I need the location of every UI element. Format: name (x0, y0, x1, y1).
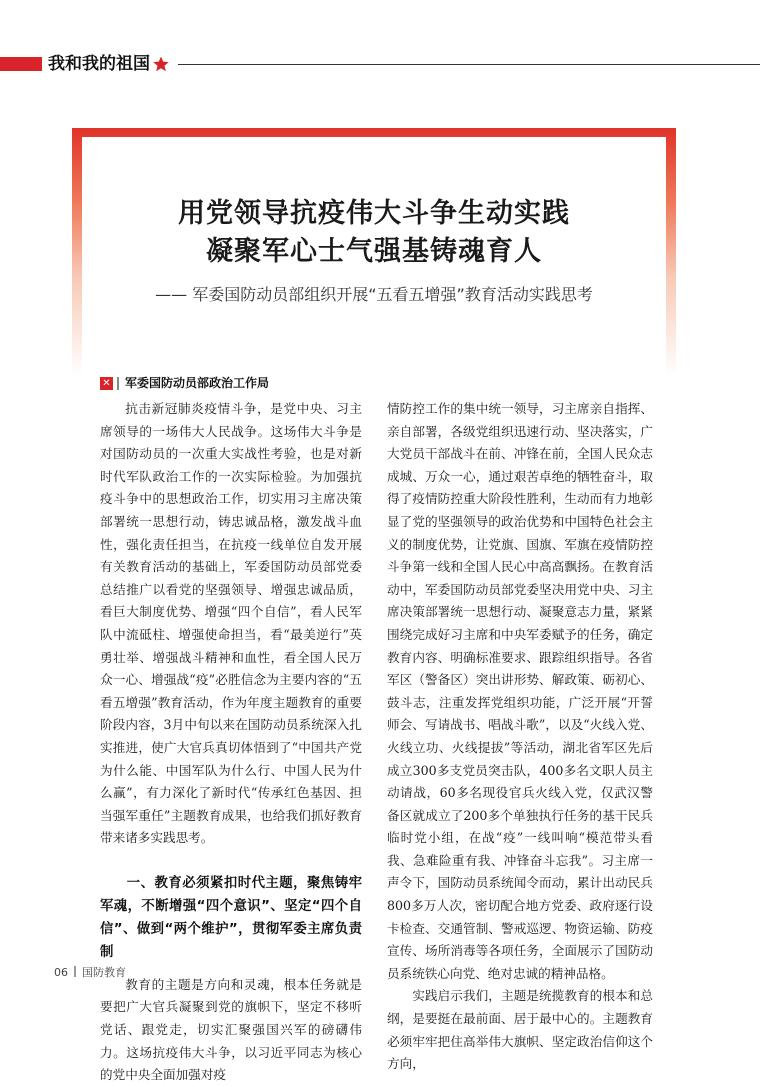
page-number: 06 (54, 966, 68, 979)
star-icon (152, 55, 170, 73)
right-column (387, 398, 653, 1076)
author-byline: 军委国防动员部政治工作局 (125, 376, 270, 390)
author-separator (117, 377, 119, 390)
author-mark-icon: ✕ (100, 377, 113, 390)
header-accent-bar (0, 57, 42, 71)
footer-separator (74, 966, 76, 977)
paragraph: 抗击新冠肺炎疫情斗争，是党中央、习主席领导的一场伟大人民战争。这场伟大斗争是对国防动员的一次重大实战性考验，也是对新时代军队政治工作的一次实际检验。为加强抗疫斗争中的思想政治工作，切实用习主席决策部署统一思想行动，铸忠诚品格，激发战斗血性，强化责任担当，在抗疫一线单位自发开展有关教育活动的基础上，军委国防动员部党委总结推广以看党的坚强领导、增强忠诚品质，看巨大制度优势、增强“四个自信”，看人民军队中流砥柱、增强使命担当，看“最美逆行”英勇壮举、增强战斗精神和血性，看全国人民万众一心、增强战“疫”必胜信念为主要内容的“五看五增强”教育活动，作为年度主题教育的重要阶段内容，3月中旬以来在国防动员系统深入扎实推进，使广大官兵真切体悟到了“中国共产党为什么能、中国军队为什么行、中国人民为什么赢”，有力深化了新时代“传承红色基因、担当强军重任”主题教育成果，也给我们抓好教育带来诸多实践思考。 (100, 401, 362, 846)
paragraph: 教育的主题是方向和灵魂，根本任务就是要把广大官兵凝聚到党的旗帜下，坚定不移听党话、跟党走，切实汇聚强国兴军的磅礴伟力。这场抗疫伟大斗争，以习近平同志为核心的党中央全面加强对疫 (100, 976, 362, 1083)
article-subtitle: —— 军委国防动员部组织开展“五看五增强”教育活动实践思考 (155, 285, 593, 304)
left-column (100, 398, 362, 1087)
paragraph: 情防控工作的集中统一领导，习主席亲自指挥、亲自部署，各级党组织迅速行动、坚决落实，广大党员干部战斗在前、冲锋在前，全国人民众志成城、万众一心，通过艰苦卓绝的牺牲奋斗，取得了疫情防控重大阶段性胜利，生动而有力地彰显了党的坚强领导的政治优势和中国特色社会主义的制度优势，让党旗、国旗、军旗在疫情防控斗争第一线和全国人民心中高高飘扬。在教育活动中，军委国防动员部党委坚决用党中央、习主席决策部署统一思想行动、凝聚意志力量，紧紧围绕完成好习主席和中央军委赋予的任务，确定教育内容、明确标准要求、跟踪组织指导。各省军区（警备区）突出讲形势、解政策、砺初心、鼓斗志，注重发挥党组织功能，广泛开展“开誓师会、写请战书、唱战斗歌”，以及“火线入党、火线立功、火线提拔”等活动，湖北省军区先后成立300多支党员突击队，400多名文职人员主动请战，60多名现役官兵火线入党，仅武汉警备区就成立了200多个单独执行任务的基干民兵临时党小组，在战“疫”一线叫响“模范带头看我、急难险重有我、冲锋奋斗忘我”。习主席一声令下，国防动员系统闻令而动，累计出动民兵800多万人次，密切配合地方党委、政府逐行设卡检查、交通管制、警戒巡逻、物资运输、防疫宣传、场所消毒等各项任务，全面展示了国防动员系统铁心向党、绝对忠诚的精神品格。 (387, 401, 653, 981)
publication-name: 国防教育 (82, 966, 126, 979)
column-name: 我和我的祖国 (48, 54, 150, 74)
page-footer (54, 965, 126, 981)
article-title-line1: 用党领导抗疫伟大斗争生动实践 (178, 198, 570, 229)
article-title-line2: 凝聚军心士气强基铸魂育人 (206, 236, 542, 267)
header-rule (178, 64, 760, 65)
section-heading: 一、教育必须紧扣时代主题，聚焦铸牢军魂，不断增强“四个意识”、坚定“四个自信”、做到“两个维护”，贯彻军委主席负责制 (100, 875, 362, 960)
paragraph: 实践启示我们，主题是统揽教育的根本和总纲，是要挺在最前面、居于最中心的。主题教育必须牢牢把住高举伟大旗帜、坚定政治信仰这个方向， (387, 988, 653, 1072)
